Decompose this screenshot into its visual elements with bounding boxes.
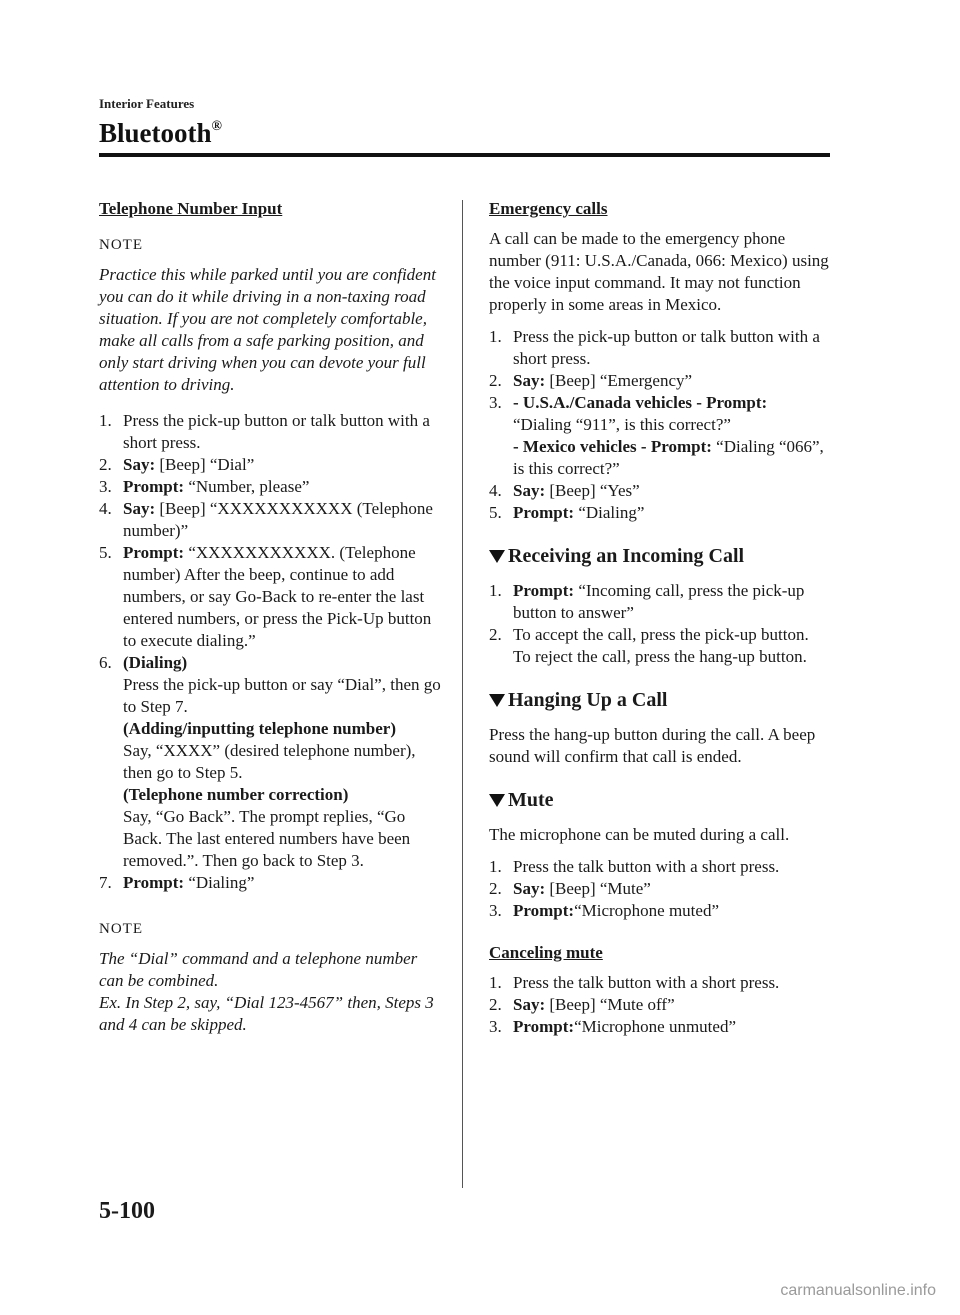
receiving-steps (489, 580, 834, 668)
cancel-mute-steps (489, 972, 834, 1038)
note-text: Practice this while parked until you are confident you can do it while driving in a non-taxing road situation. If you are not completely comfortable, make all calls from a safe parking position, and only start driving when you can devote your full attention to driving. (99, 265, 436, 394)
list-item: 2. Say: [Beep] “Mute off” (489, 995, 675, 1014)
number-input-steps (99, 410, 444, 894)
list-item: 4. Say: [Beep] “Yes” (489, 481, 640, 500)
list-item: 1. Press the talk button with a short press. (489, 857, 780, 876)
list-item: 3. Prompt:“Microphone unmuted” (489, 1017, 736, 1036)
page-number: 5-100 (99, 1198, 155, 1224)
list-item: 1. Press the pick-up button or talk button with a short press. (489, 327, 820, 368)
list-item: 2. Say: [Beep] “Mute” (489, 879, 651, 898)
note-label: NOTE (99, 237, 143, 253)
column-divider (462, 200, 463, 1188)
list-item: 3. - U.S.A./Canada vehicles - Prompt: “Dialing “911”, is this correct?” - Mexico vehicles - Prompt: “Dialing “066”, is this correct?” (489, 393, 824, 478)
right-column (489, 198, 834, 1048)
left-column (99, 198, 444, 1050)
list-item: 1. Press the talk button with a short press. (489, 973, 780, 992)
subheading-telephone-number-input: Telephone Number Input (99, 199, 283, 218)
list-item: 5. Prompt: “XXXXXXXXXXX. (Telephone number) After the beep, continue to add numbers, or say Go-Back to re-enter the last entered numbers, or press the Pick-Up button to execute dialing.” (99, 543, 432, 650)
list-item: 2. Say: [Beep] “Emergency” (489, 371, 693, 390)
list-item: 3. Prompt: “Number, please” (99, 477, 310, 496)
watermark: carmanualsonline.info (780, 1282, 936, 1299)
list-item: 7. Prompt: “Dialing” (99, 873, 255, 892)
mute-intro: The microphone can be muted during a call. (489, 825, 790, 844)
subheading-canceling-mute: Canceling mute (489, 943, 603, 962)
emergency-steps (489, 326, 834, 524)
heading-hanging-up: Hanging Up a Call (489, 688, 834, 712)
section-label: Interior Features (99, 96, 195, 111)
list-item: 6. (Dialing) Press the pick-up button or say “Dial”, then go to Step 7. (Adding/inputting telephone number) Say, “XXXX” (desired telephone number), then go to Step 5. (Telephone number correction) Say, “Go Back”. The prompt replies, “Go Back. The last entered numbers have been removed.”. Then go back to Step 3. (99, 653, 441, 870)
page-title: Bluetooth® (99, 118, 222, 148)
list-item: 2. To accept the call, press the pick-up button. To reject the call, press the hang-up button. (489, 625, 809, 666)
heading-receiving-call: Receiving an Incoming Call (489, 544, 834, 568)
list-item: 3. Prompt:“Microphone muted” (489, 901, 719, 920)
note-text: Ex. In Step 2, say, “Dial 123-4567” then, Steps 3 and 4 can be skipped. (99, 993, 434, 1034)
mute-steps (489, 856, 834, 922)
heading-mute: Mute (489, 788, 834, 812)
note-text: The “Dial” command and a telephone number can be combined. (99, 949, 418, 990)
triangle-bullet-icon (489, 694, 505, 707)
triangle-bullet-icon (489, 550, 505, 563)
list-item: 1. Prompt: “Incoming call, press the pick-up button to answer” (489, 581, 805, 622)
list-item: 2. Say: [Beep] “Dial” (99, 455, 255, 474)
list-item: 5. Prompt: “Dialing” (489, 503, 645, 522)
hanging-up-text: Press the hang-up button during the call. A beep sound will confirm that call is ended. (489, 725, 816, 766)
subheading-emergency-calls: Emergency calls (489, 199, 608, 218)
note-label: NOTE (99, 921, 143, 937)
emergency-intro: A call can be made to the emergency phone number (911: U.S.A./Canada, 066: Mexico) using the voice input command. It may not function properly in some areas in Mexico. (489, 229, 829, 314)
list-item: 1. Press the pick-up button or talk button with a short press. (99, 411, 430, 452)
list-item: 4. Say: [Beep] “XXXXXXXXXXX (Telephone number)” (99, 499, 433, 540)
header-divider (99, 153, 830, 157)
triangle-bullet-icon (489, 794, 505, 807)
